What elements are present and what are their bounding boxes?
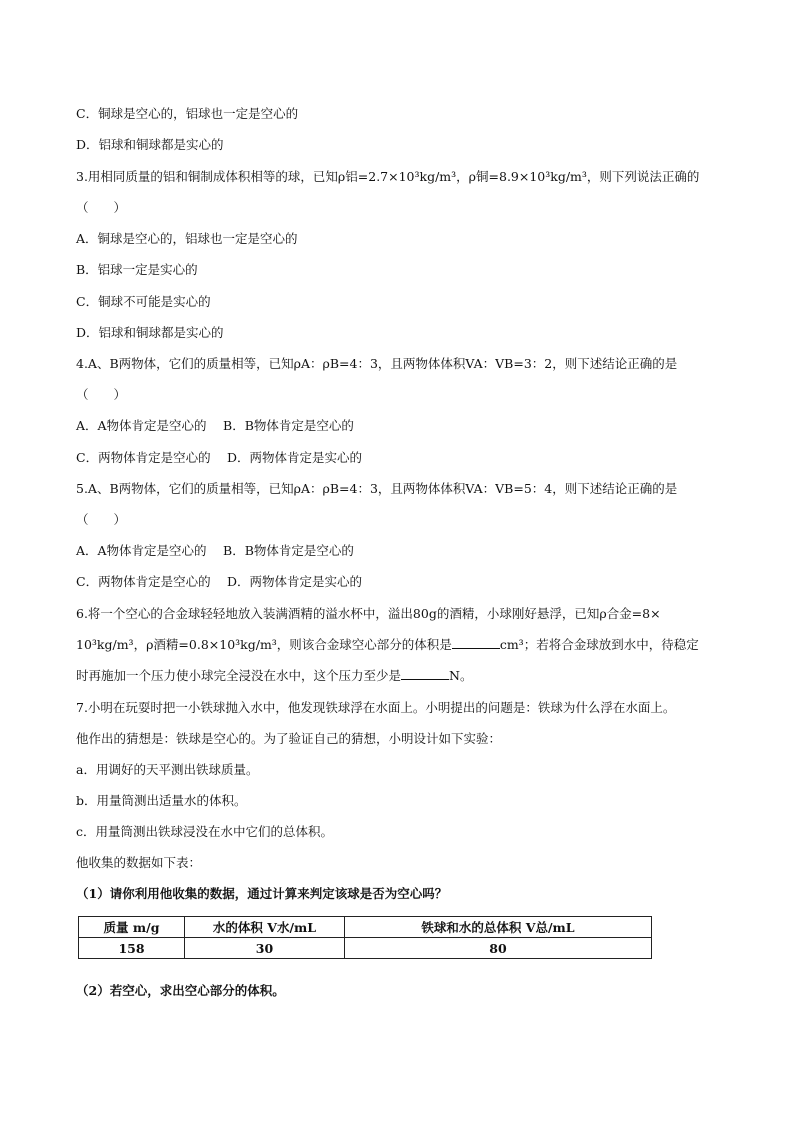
question-6-line-2 <box>76 637 699 653</box>
table-cell-mass: 158 <box>79 938 185 959</box>
question-6-line-3 <box>76 668 472 684</box>
text-line-q4a: 4.A、B两物体，它们的质量相等，已知ρA：ρB=4：3，且两物体体积VA：VB=3：2，则下述结论正确的是 <box>76 356 678 371</box>
text-line-q7s1: a．用调好的天平测出铁球质量。 <box>76 762 259 777</box>
q6-text-b: cm³；若将合金球放到水中，待稳定 <box>499 637 699 652</box>
text-line-q7s2: b．用量筒测出适量水的体积。 <box>76 793 247 808</box>
table-cell-total-volume: 80 <box>345 938 652 959</box>
text-line-q5b: （ ） <box>76 512 127 527</box>
text-line-q3b: （ ） <box>76 200 127 215</box>
text-line-l2: D．铝球和铜球都是实心的 <box>76 137 224 152</box>
text-line-l1: C．铜球是空心的，铝球也一定是空心的 <box>76 106 299 121</box>
text-line-q5a: 5.A、B两物体，它们的质量相等，已知ρA：ρB=4：3，且两物体体积VA：VB=5：4，则下述结论正确的是 <box>76 481 678 496</box>
text-line-q3A: A．铜球是空心的，铝球也一定是空心的 <box>76 231 298 246</box>
text-line-q3B: B．铝球一定是实心的 <box>76 262 198 277</box>
question-6-line-1: 6.将一个空心的合金球轻轻地放入装满酒精的溢水杯中，溢出80g的酒精，小球刚好悬浮，已知ρ合金=8× <box>76 606 661 621</box>
text-line-q3C: C．铜球不可能是实心的 <box>76 294 211 309</box>
text-line-q3a: 3.用相同质量的铝和铜制成体积相等的球，已知ρ铝=2.7×10³kg/m³，ρ铜=8.9×10³kg/m³，则下列说法正确的 <box>76 169 700 184</box>
text-line-q7p1: （1）请你利用他收集的数据，通过计算来判定该球是否为空心吗？ <box>76 886 448 901</box>
text-line-q3D: D．铝球和铜球都是实心的 <box>76 325 224 340</box>
table-row <box>79 938 652 959</box>
q6-blank-volume[interactable] <box>452 637 500 649</box>
table-header-total-volume: 铁球和水的总体积 V总/mL <box>345 917 652 938</box>
q6-blank-force[interactable] <box>401 668 449 680</box>
text-line-q5C: C．两物体肯定是空心的 D．两物体肯定是实心的 <box>76 574 363 589</box>
table-header-row <box>79 917 652 938</box>
table-header-mass: 质量 m/g <box>79 917 185 938</box>
text-line-q4b: （ ） <box>76 387 127 402</box>
q6-text-d: N。 <box>449 668 473 683</box>
q6-text-c: 时再施加一个压力使小球完全浸没在水中，这个压力至少是 <box>76 668 402 683</box>
q6-text-a: 10³kg/m³，ρ酒精=0.8×10³kg/m³，则该合金球空心部分的体积是 <box>76 637 452 652</box>
text-line-q7b: 他作出的猜想是：铁球是空心的。为了验证自己的猜想，小明设计如下实验： <box>76 731 502 746</box>
table-cell-water-volume: 30 <box>185 938 345 959</box>
data-table <box>78 916 652 959</box>
text-line-q7a: 7.小明在玩耍时把一小铁球抛入水中，他发现铁球浮在水面上。小明提出的问题是：铁球为什么浮在水面上。 <box>76 700 676 715</box>
text-line-q7p2: （2）若空心，求出空心部分的体积。 <box>76 983 285 998</box>
table-header-water-volume: 水的体积 V水/mL <box>185 917 345 938</box>
text-line-q5A: A．A物体肯定是空心的 B．B物体肯定是空心的 <box>76 543 354 558</box>
text-line-q4A: A．A物体肯定是空心的 B．B物体肯定是空心的 <box>76 418 354 433</box>
text-line-q4C: C．两物体肯定是空心的 D．两物体肯定是实心的 <box>76 450 363 465</box>
text-line-q7s4: 他收集的数据如下表： <box>76 855 202 870</box>
text-line-q7s3: c．用量筒测出铁球浸没在水中它们的总体积。 <box>76 824 334 839</box>
